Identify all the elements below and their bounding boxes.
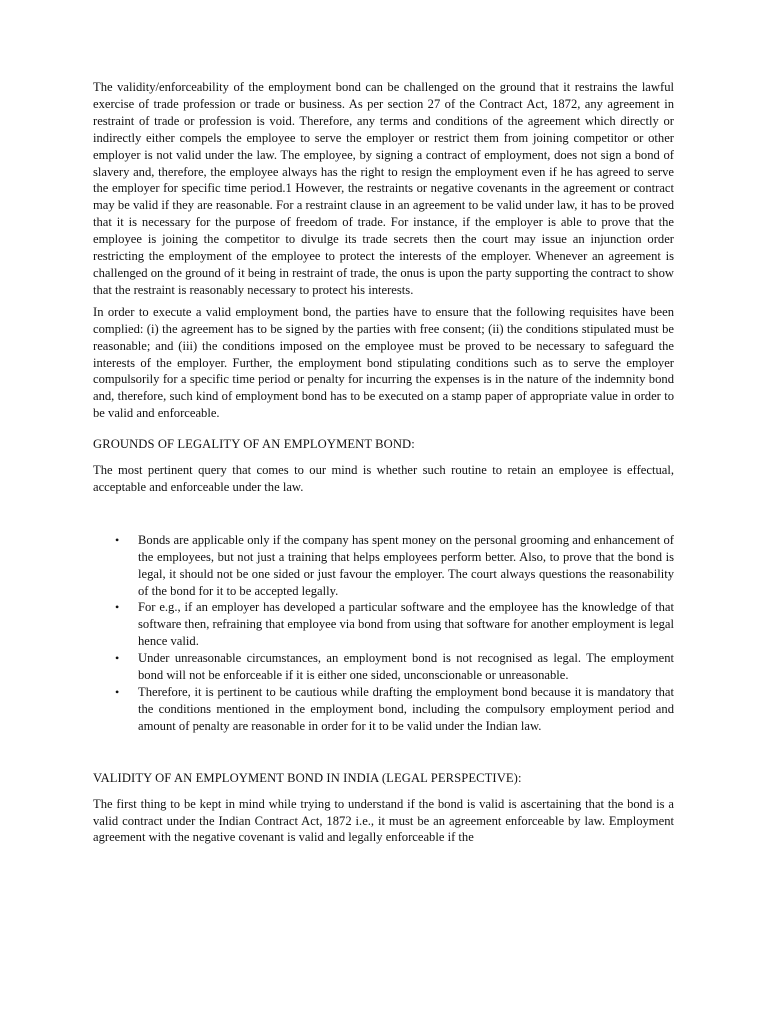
list-item-text: Therefore, it is pertinent to be cautious while drafting the employment bond because it is mandatory that the conditions mentioned in the employment bond, including the compulsory employment period and amount of penalty are reasonable in order for it to be valid under the Indian law. bbox=[138, 685, 674, 733]
list-item-text: For e.g., if an employer has developed a particular software and the employee has the knowledge of that software then, refraining that employee via bond from using that software for another employment is legal hence valid. bbox=[138, 600, 674, 649]
bullet-icon: • bbox=[115, 532, 120, 547]
paragraph-enforceability: The validity/enforceability of the employment bond can be challenged on the ground that it restrains the lawful exercise of trade profession or trade or business. As per section 27 of the Contract Act, 1872, any agreement in restraint of trade or profession is void. Therefore, any terms and conditions of the agreement which directly or indirectly either compels the employee to serve the employer or restrict them from joining competitor or other employer is not valid under the law. The employee, by signing a contract of employment, does not sign a bond of slavery and, therefore, the employee always has the right to resign the employment even if he has agreed to serve the employer for specific time period.1 However, the restraints or negative covenants in the agreement or contract may be valid if they are reasonable. For a restraint clause in an agreement to be valid under law, it has to be proved that it is necessary for the purpose of freedom of trade. For instance, if the employer is able to prove that the employee is joining the competitor to divulge its trade secrets then the court may issue an injunction order restricting the employment of the employee to protect the interests of the employer. Whenever an agreement is challenged on the ground of it being in restraint of trade, the onus is upon the party supporting the contract to show that the restraint is reasonably necessary to protect his interests. bbox=[93, 80, 674, 297]
bullet-icon: • bbox=[115, 600, 120, 615]
list-item-text: Bonds are applicable only if the company has spent money on the personal grooming and enhancement of the employees, but not just a training that helps employees perform better. Also, to prove that the bond is legal, it should not be one sided or just favour the employer. The court always questions the reasonability of the bond for it to be accepted legally. bbox=[138, 532, 674, 598]
bullet-icon: • bbox=[115, 651, 120, 666]
list-item bbox=[93, 650, 674, 684]
bullet-list bbox=[93, 532, 674, 735]
list-item bbox=[93, 599, 674, 650]
list-item bbox=[93, 532, 674, 600]
document-page bbox=[93, 79, 674, 846]
paragraph-pertinent-query: The most pertinent query that comes to our mind is whether such routine to retain an employee is effectual, acceptable and enforceable under the law. bbox=[93, 463, 674, 494]
heading-grounds-of-legality: GROUNDS OF LEGALITY OF AN EMPLOYMENT BOND: bbox=[93, 437, 415, 452]
paragraph-valid-contract: The first thing to be kept in mind while trying to understand if the bond is valid is ascertaining that the bond is a valid contract under the Indian Contract Act, 1872 i.e., it must be an agreement enforceable by law. Employment agreement with the negative covenant is valid and legally enforceable if the bbox=[93, 796, 674, 845]
heading-validity-in-india: VALIDITY OF AN EMPLOYMENT BOND IN INDIA (LEGAL PERSPECTIVE): bbox=[93, 770, 522, 785]
paragraph-requisites: In order to execute a valid employment bond, the parties have to ensure that the following requisites have been complied: (i) the agreement has to be signed by the parties with free consent; (ii) the conditions stipulated must be reasonable; and (iii) the conditions imposed on the employee must be proved to be necessary to safeguard the interests of the employer. Further, the employment bond stipulating conditions such as to serve the employer compulsorily for a specific time period or penalty for incurring the expenses is in the nature of the indemnity bond and, therefore, such kind of employment bond has to be executed on a stamp paper of appropriate value in order to be valid and enforceable. bbox=[93, 304, 674, 421]
list-item-text: Under unreasonable circumstances, an employment bond is not recognised as legal. The employment bond will not be enforceable if it is either one sided, unconscionable or unreasonable. bbox=[138, 651, 674, 683]
bullet-icon: • bbox=[115, 685, 120, 699]
list-item bbox=[93, 684, 674, 735]
